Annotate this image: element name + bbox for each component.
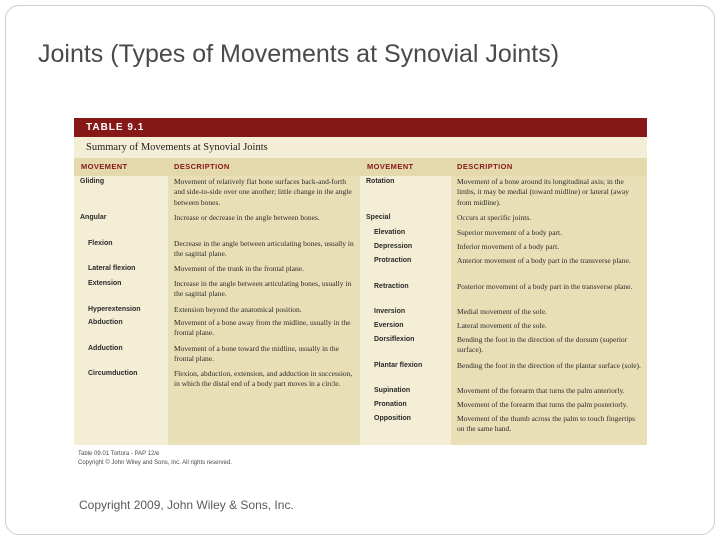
movement-extension: Extension: [88, 280, 122, 287]
movement-angular: Angular: [80, 214, 107, 221]
movement-plantar-flexion: Plantar flexion: [374, 362, 423, 369]
movement-flexion: Flexion: [88, 240, 113, 247]
description-pronation: Movement of the forearm that turns the palm posteriorly.: [457, 400, 628, 409]
movement-lateral-flexion: Lateral flexion: [88, 265, 136, 272]
column-header-movement-right: MOVEMENT: [367, 162, 414, 171]
description-flexion: Decrease in the angle between articulating bones, usually in the sagittal plane.: [174, 239, 354, 259]
description-depression: Inferior movement of a body part.: [457, 242, 560, 251]
column-header-description-right: DESCRIPTION: [457, 162, 513, 171]
description-retraction: Posterior movement of a body part in the transverse plane.: [457, 282, 633, 291]
description-gliding: Movement of relatively flat bone surfaces back-and-forth and side-to-side over one another; little change in the angle between bones.: [174, 177, 352, 207]
description-elevation: Superior movement of a body part.: [457, 228, 562, 237]
movement-retraction: Retraction: [374, 283, 409, 290]
movement-depression: Depression: [374, 243, 413, 250]
movement-eversion: Eversion: [374, 322, 404, 329]
movement-rotation: Rotation: [366, 178, 395, 185]
description-special: Occurs at specific joints.: [457, 213, 532, 222]
description-dorsiflexion: Bending the foot in the direction of the dorsum (superior surface).: [457, 335, 628, 355]
movement-elevation: Elevation: [374, 229, 406, 236]
description-hyperextension: Extension beyond the anatomical position.: [174, 305, 302, 314]
movement-supination: Supination: [374, 387, 411, 394]
slide-title: Joints (Types of Movements at Synovial Joints): [38, 40, 560, 68]
description-supination: Movement of the forearm that turns the palm anteriorly.: [457, 386, 625, 395]
movement-dorsiflexion: Dorsiflexion: [374, 336, 415, 343]
table-caption: Summary of Movements at Synovial Joints: [86, 142, 268, 153]
column-header-row: [74, 158, 647, 176]
description-inversion: Medial movement of the sole.: [457, 307, 547, 316]
table-footnote-copyright: Copyright © John Wiley and Sons, Inc. All rights reserved.: [78, 460, 232, 466]
description-adduction: Movement of a bone toward the midline, usually in the frontal plane.: [174, 344, 339, 364]
movement-gliding: Gliding: [80, 178, 105, 185]
description-plantar-flexion: Bending the foot in the direction of the plantar surface (sole).: [457, 361, 641, 370]
movement-protraction: Protraction: [374, 257, 412, 264]
table-label: TABLE 9.1: [74, 118, 647, 137]
description-extension: Increase in the angle between articulating bones, usually in the sagittal plane.: [174, 279, 352, 299]
movement-adduction: Adduction: [88, 345, 123, 352]
slide-copyright: Copyright 2009, John Wiley & Sons, Inc.: [79, 498, 294, 512]
movement-circumduction: Circumduction: [88, 370, 138, 377]
description-opposition: Movement of the thumb across the palm to touch fingertips on the same hand.: [457, 414, 636, 434]
movement-hyperextension: Hyperextension: [88, 306, 141, 313]
movement-special: Special: [366, 214, 391, 221]
table-footnote-source: Table 09.01 Tortora - PAP 12/e: [78, 451, 160, 457]
description-protraction: Anterior movement of a body part in the transverse plane.: [457, 256, 631, 265]
description-eversion: Lateral movement of the sole.: [457, 321, 547, 330]
movement-opposition: Opposition: [374, 415, 411, 422]
description-circumduction: Flexion, abduction, extension, and adduction in succession, in which the distal end of a body part moves in a circle.: [174, 369, 353, 389]
movement-inversion: Inversion: [374, 308, 406, 315]
column-header-description-left: DESCRIPTION: [174, 162, 230, 171]
movement-abduction: Abduction: [88, 319, 123, 326]
movement-pronation: Pronation: [374, 401, 407, 408]
description-rotation: Movement of a bone around its longitudinal axis; in the limbs, it may be medial (toward midline) or lateral (away from midline).: [457, 177, 630, 207]
table-footnote: [78, 450, 232, 468]
description-lateral-flexion: Movement of the trunk in the frontal plane.: [174, 264, 304, 273]
movements-table: [74, 118, 647, 445]
description-angular: Increase or decrease in the angle between bones.: [174, 213, 320, 222]
column-header-movement-left: MOVEMENT: [81, 162, 128, 171]
description-abduction: Movement of a bone away from the midline, usually in the frontal plane.: [174, 318, 351, 338]
